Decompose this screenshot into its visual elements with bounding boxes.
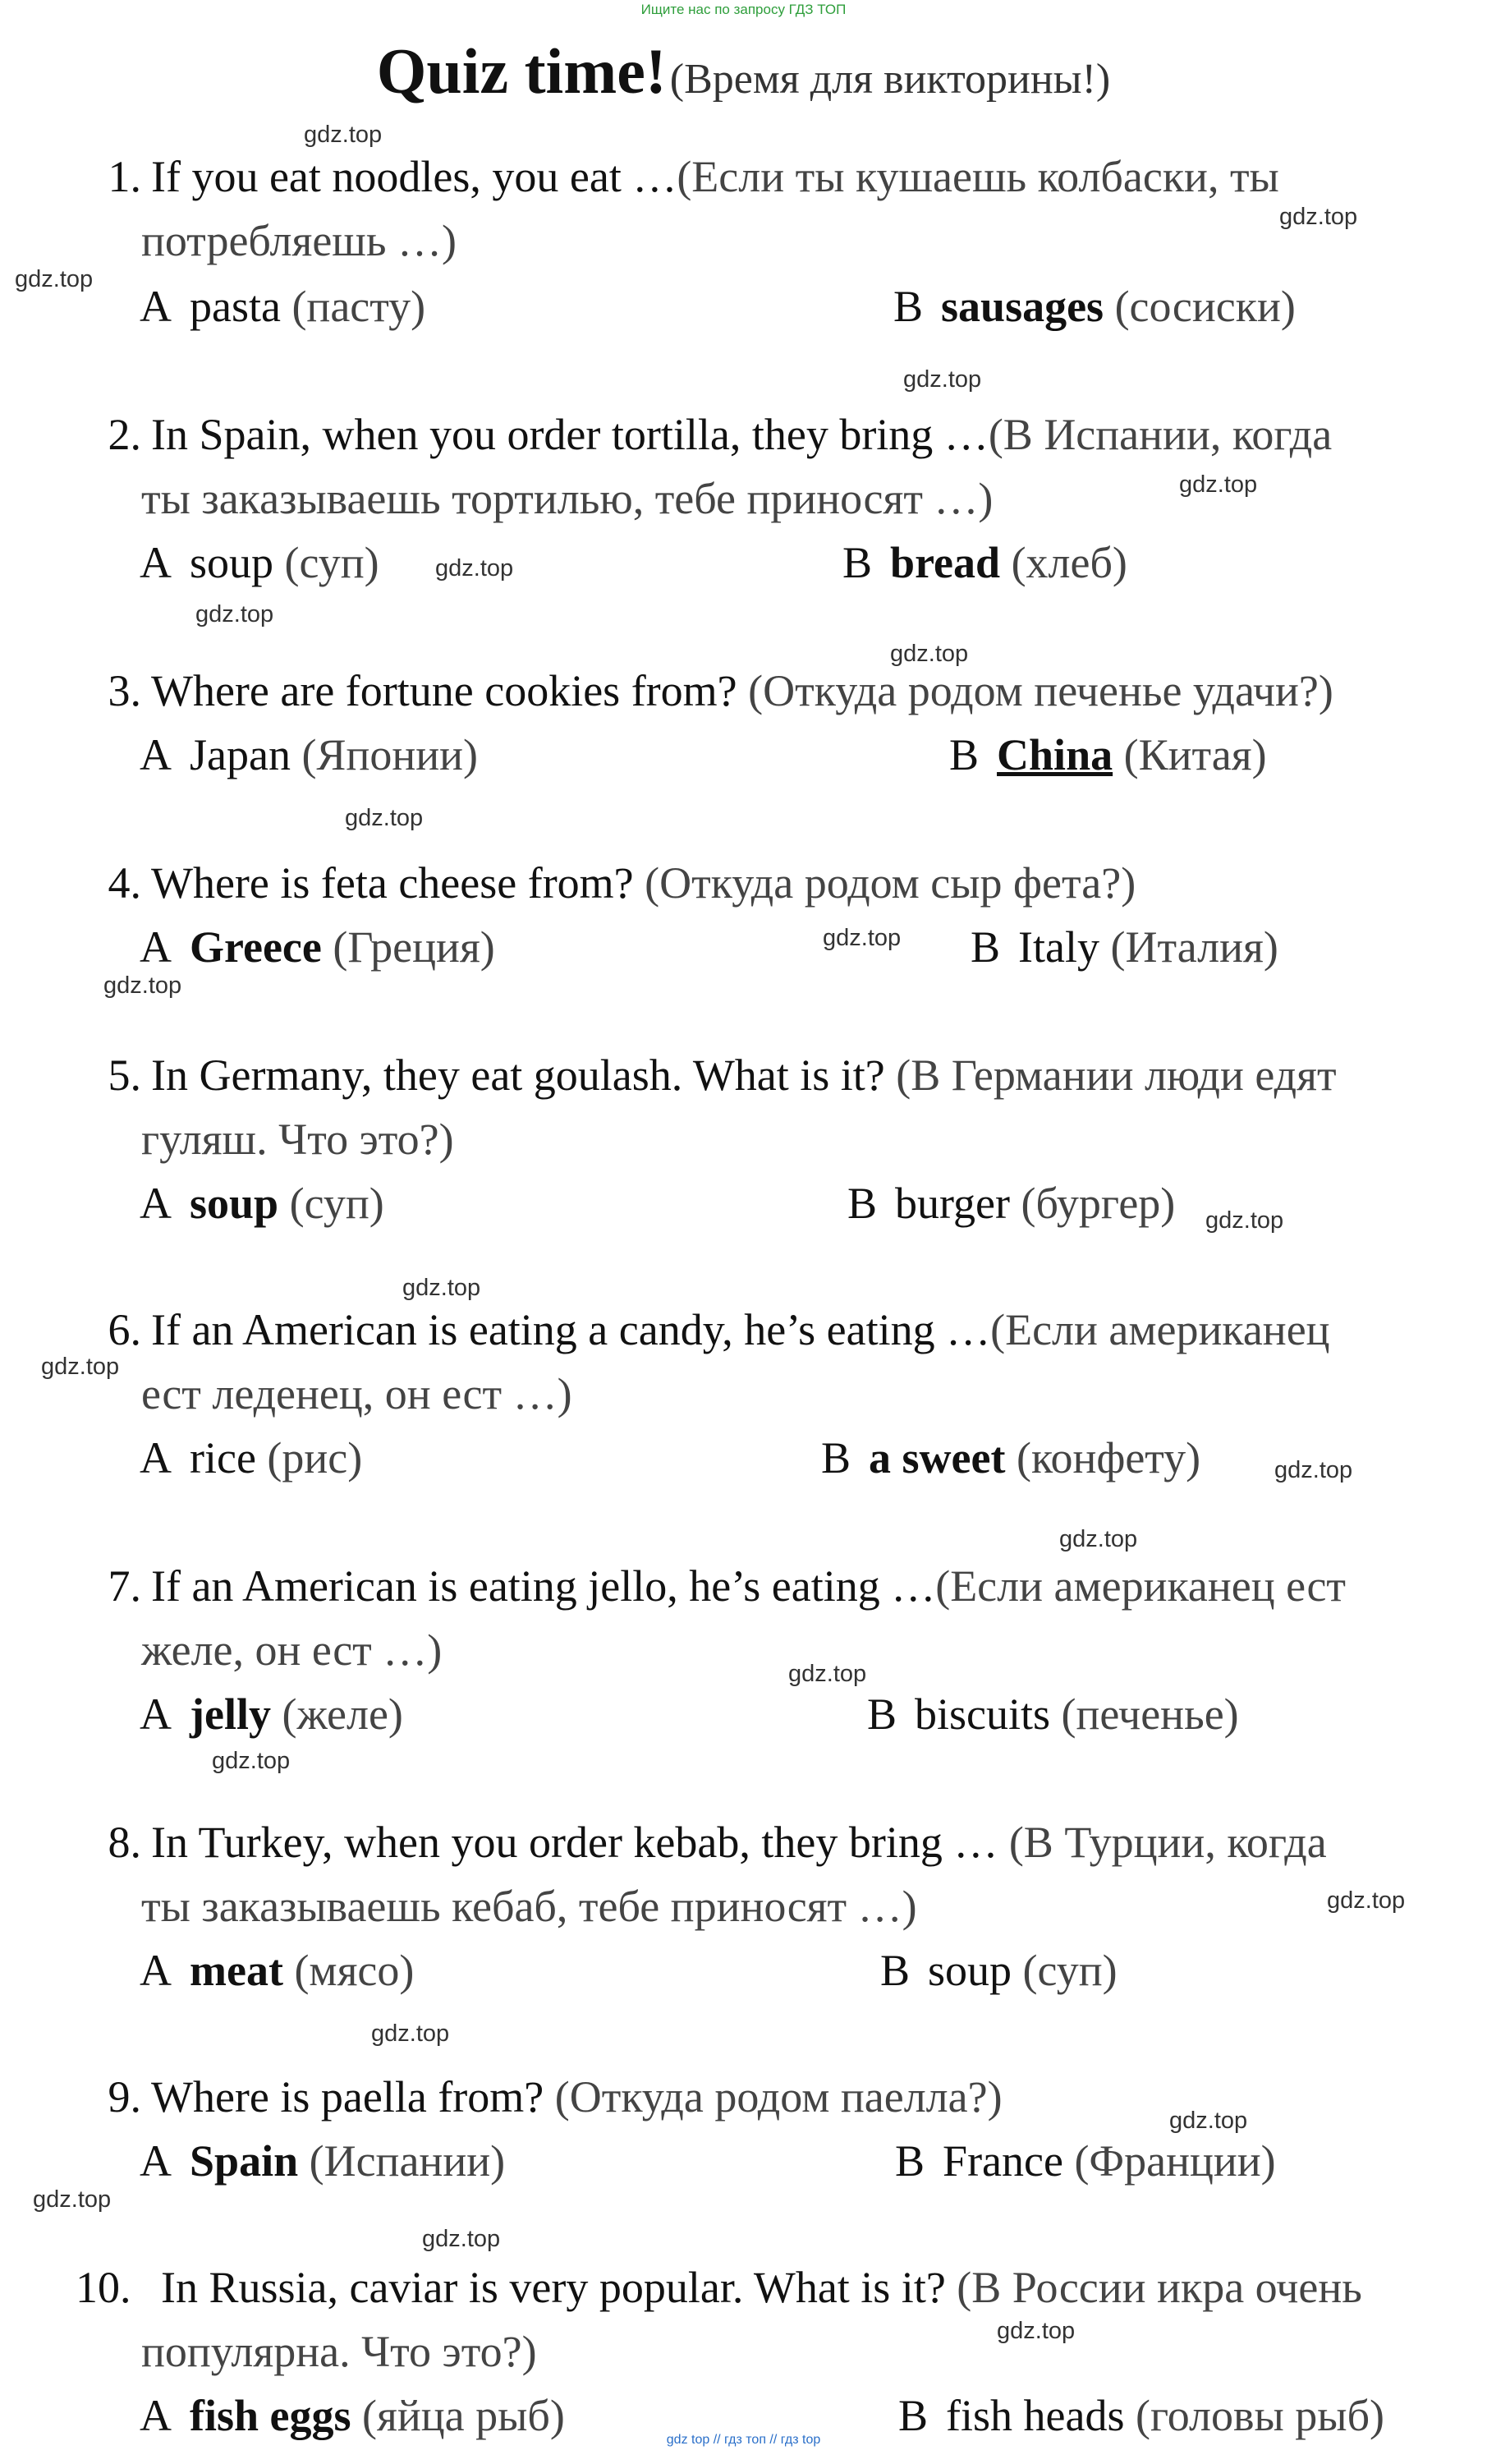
option-a[interactable]: A pasta (пасту) (140, 282, 426, 331)
title-translation: (Время для викторины!) (669, 56, 1111, 103)
question-text: In Turkey, when you order kebab, they bring … (151, 1818, 998, 1867)
page-title (0, 34, 1487, 108)
watermark: gdz.top (402, 1275, 481, 1301)
question-translation: (Откуда родом печенье удачи?) (748, 666, 1333, 715)
watermark: gdz.top (345, 805, 424, 831)
question-text: If an American is eating jello, he’s eating … (151, 1561, 936, 1611)
watermark: gdz.top (15, 266, 94, 292)
question-text: In Russia, caviar is very popular. What is it? (161, 2263, 946, 2312)
option-b[interactable]: B soup (суп) (880, 1946, 1118, 1995)
question-translation-cont: популярна. Что это?) (141, 2327, 537, 2376)
option-a[interactable]: A meat (мясо) (140, 1946, 415, 1995)
option-b[interactable]: B Italy (Италия) (971, 922, 1278, 972)
watermark: gdz.top (788, 1661, 867, 1687)
question-number: 10. (76, 2263, 131, 2312)
question-9 (76, 2065, 1471, 2129)
watermark: gdz.top (304, 122, 383, 148)
watermark: gdz.top (1327, 1887, 1406, 1914)
question-number: 7. (108, 1561, 141, 1611)
watermark: gdz.top (371, 2020, 450, 2047)
option-a[interactable]: A rice (рис) (140, 1433, 363, 1483)
title-main: Quiz time! (376, 35, 667, 107)
question-translation: (Если ты кушаешь колбаски, ты (677, 152, 1279, 201)
watermark: gdz.top (33, 2186, 112, 2213)
question-translation: (В Испании, когда (988, 410, 1333, 459)
question-translation: (Если американец (990, 1305, 1330, 1354)
question-number: 1. (108, 152, 141, 201)
question-3 (76, 659, 1471, 723)
option-a[interactable]: A fish eggs (яйца рыб) (140, 2391, 565, 2440)
question-translation-cont: ты заказываешь тортилью, тебе приносят …) (141, 474, 994, 523)
option-b[interactable]: B burger (бургер) (847, 1179, 1176, 1228)
question-translation: (Если американец ест (935, 1561, 1347, 1611)
question-text: Where is feta cheese from? (151, 858, 634, 908)
watermark: gdz.top (422, 2226, 501, 2252)
question-7 (76, 1554, 1471, 1682)
question-2 (76, 402, 1471, 531)
question-text: Where is paella from? (151, 2072, 544, 2122)
question-translation: (Откуда родом паелла?) (554, 2072, 1003, 2122)
option-a[interactable]: A Greece (Греция) (140, 922, 495, 972)
watermark: gdz.top (1274, 1457, 1353, 1483)
watermark: gdz.top (890, 641, 969, 667)
option-a[interactable]: A soup (суп) (140, 1179, 384, 1228)
question-number: 2. (108, 410, 141, 459)
question-1 (76, 145, 1471, 273)
footer: gdz top // гдз топ // гдз top (666, 2433, 821, 2447)
watermark: gdz.top (823, 925, 902, 951)
watermark: gdz.top (41, 1354, 120, 1380)
question-text: In Germany, they eat goulash. What is it? (151, 1050, 885, 1100)
question-text: If an American is eating a candy, he’s eating … (151, 1305, 991, 1354)
question-number: 4. (108, 858, 141, 908)
question-number: 5. (108, 1050, 141, 1100)
watermark: gdz.top (212, 1748, 291, 1774)
question-text: Where are fortune cookies from? (151, 666, 737, 715)
question-6 (76, 1298, 1471, 1426)
watermark: gdz.top (997, 2318, 1076, 2344)
question-translation-cont: ест леденец, он ест …) (141, 1369, 572, 1418)
watermark: gdz.top (1179, 471, 1258, 498)
question-translation: (В Германии люди едят (896, 1050, 1337, 1100)
option-b[interactable]: B sausages (сосиски) (893, 282, 1296, 331)
question-translation-cont: потребляешь …) (141, 216, 457, 265)
question-translation-cont: ты заказываешь кебаб, тебе приносят …) (141, 1882, 917, 1931)
option-a[interactable]: A soup (суп) (140, 538, 379, 587)
option-a[interactable]: A jelly (желе) (140, 1689, 403, 1739)
question-translation: (Откуда родом сыр фета?) (645, 858, 1136, 908)
watermark: gdz.top (1169, 2108, 1248, 2134)
watermark: gdz.top (103, 972, 182, 999)
question-8 (76, 1810, 1471, 1938)
watermark: gdz.top (435, 555, 514, 582)
question-text: If you eat noodles, you eat … (151, 152, 677, 201)
option-b[interactable]: B China (Китая) (949, 730, 1267, 779)
option-b[interactable]: B bread (хлеб) (842, 538, 1127, 587)
top-banner: Ищите нас по запросу ГДЗ ТОП (640, 2, 847, 17)
question-number: 9. (108, 2072, 141, 2122)
question-number: 3. (108, 666, 141, 715)
question-number: 8. (108, 1818, 141, 1867)
option-b[interactable]: B a sweet (конфету) (821, 1433, 1201, 1483)
watermark: gdz.top (195, 601, 274, 627)
watermark: gdz.top (1279, 204, 1358, 230)
option-b[interactable]: B France (Франции) (895, 2136, 1276, 2186)
watermark: gdz.top (1059, 1526, 1138, 1552)
question-number: 6. (108, 1305, 141, 1354)
question-translation: (В России икра очень (957, 2263, 1362, 2312)
question-5 (76, 1043, 1471, 1171)
question-translation-cont: гуляш. Что это?) (141, 1115, 454, 1164)
option-b[interactable]: B biscuits (печенье) (867, 1689, 1239, 1739)
question-translation: (В Турции, когда (1008, 1818, 1327, 1867)
option-a[interactable]: A Spain (Испании) (140, 2136, 506, 2186)
option-b[interactable]: B fish heads (головы рыб) (898, 2391, 1385, 2440)
question-translation-cont: желе, он ест …) (141, 1625, 443, 1675)
watermark: gdz.top (903, 366, 982, 393)
question-10 (76, 2255, 1471, 2384)
option-a[interactable]: A Japan (Японии) (140, 730, 479, 779)
question-4 (76, 851, 1471, 915)
question-text: In Spain, when you order tortilla, they bring … (151, 410, 989, 459)
watermark: gdz.top (1205, 1207, 1284, 1234)
